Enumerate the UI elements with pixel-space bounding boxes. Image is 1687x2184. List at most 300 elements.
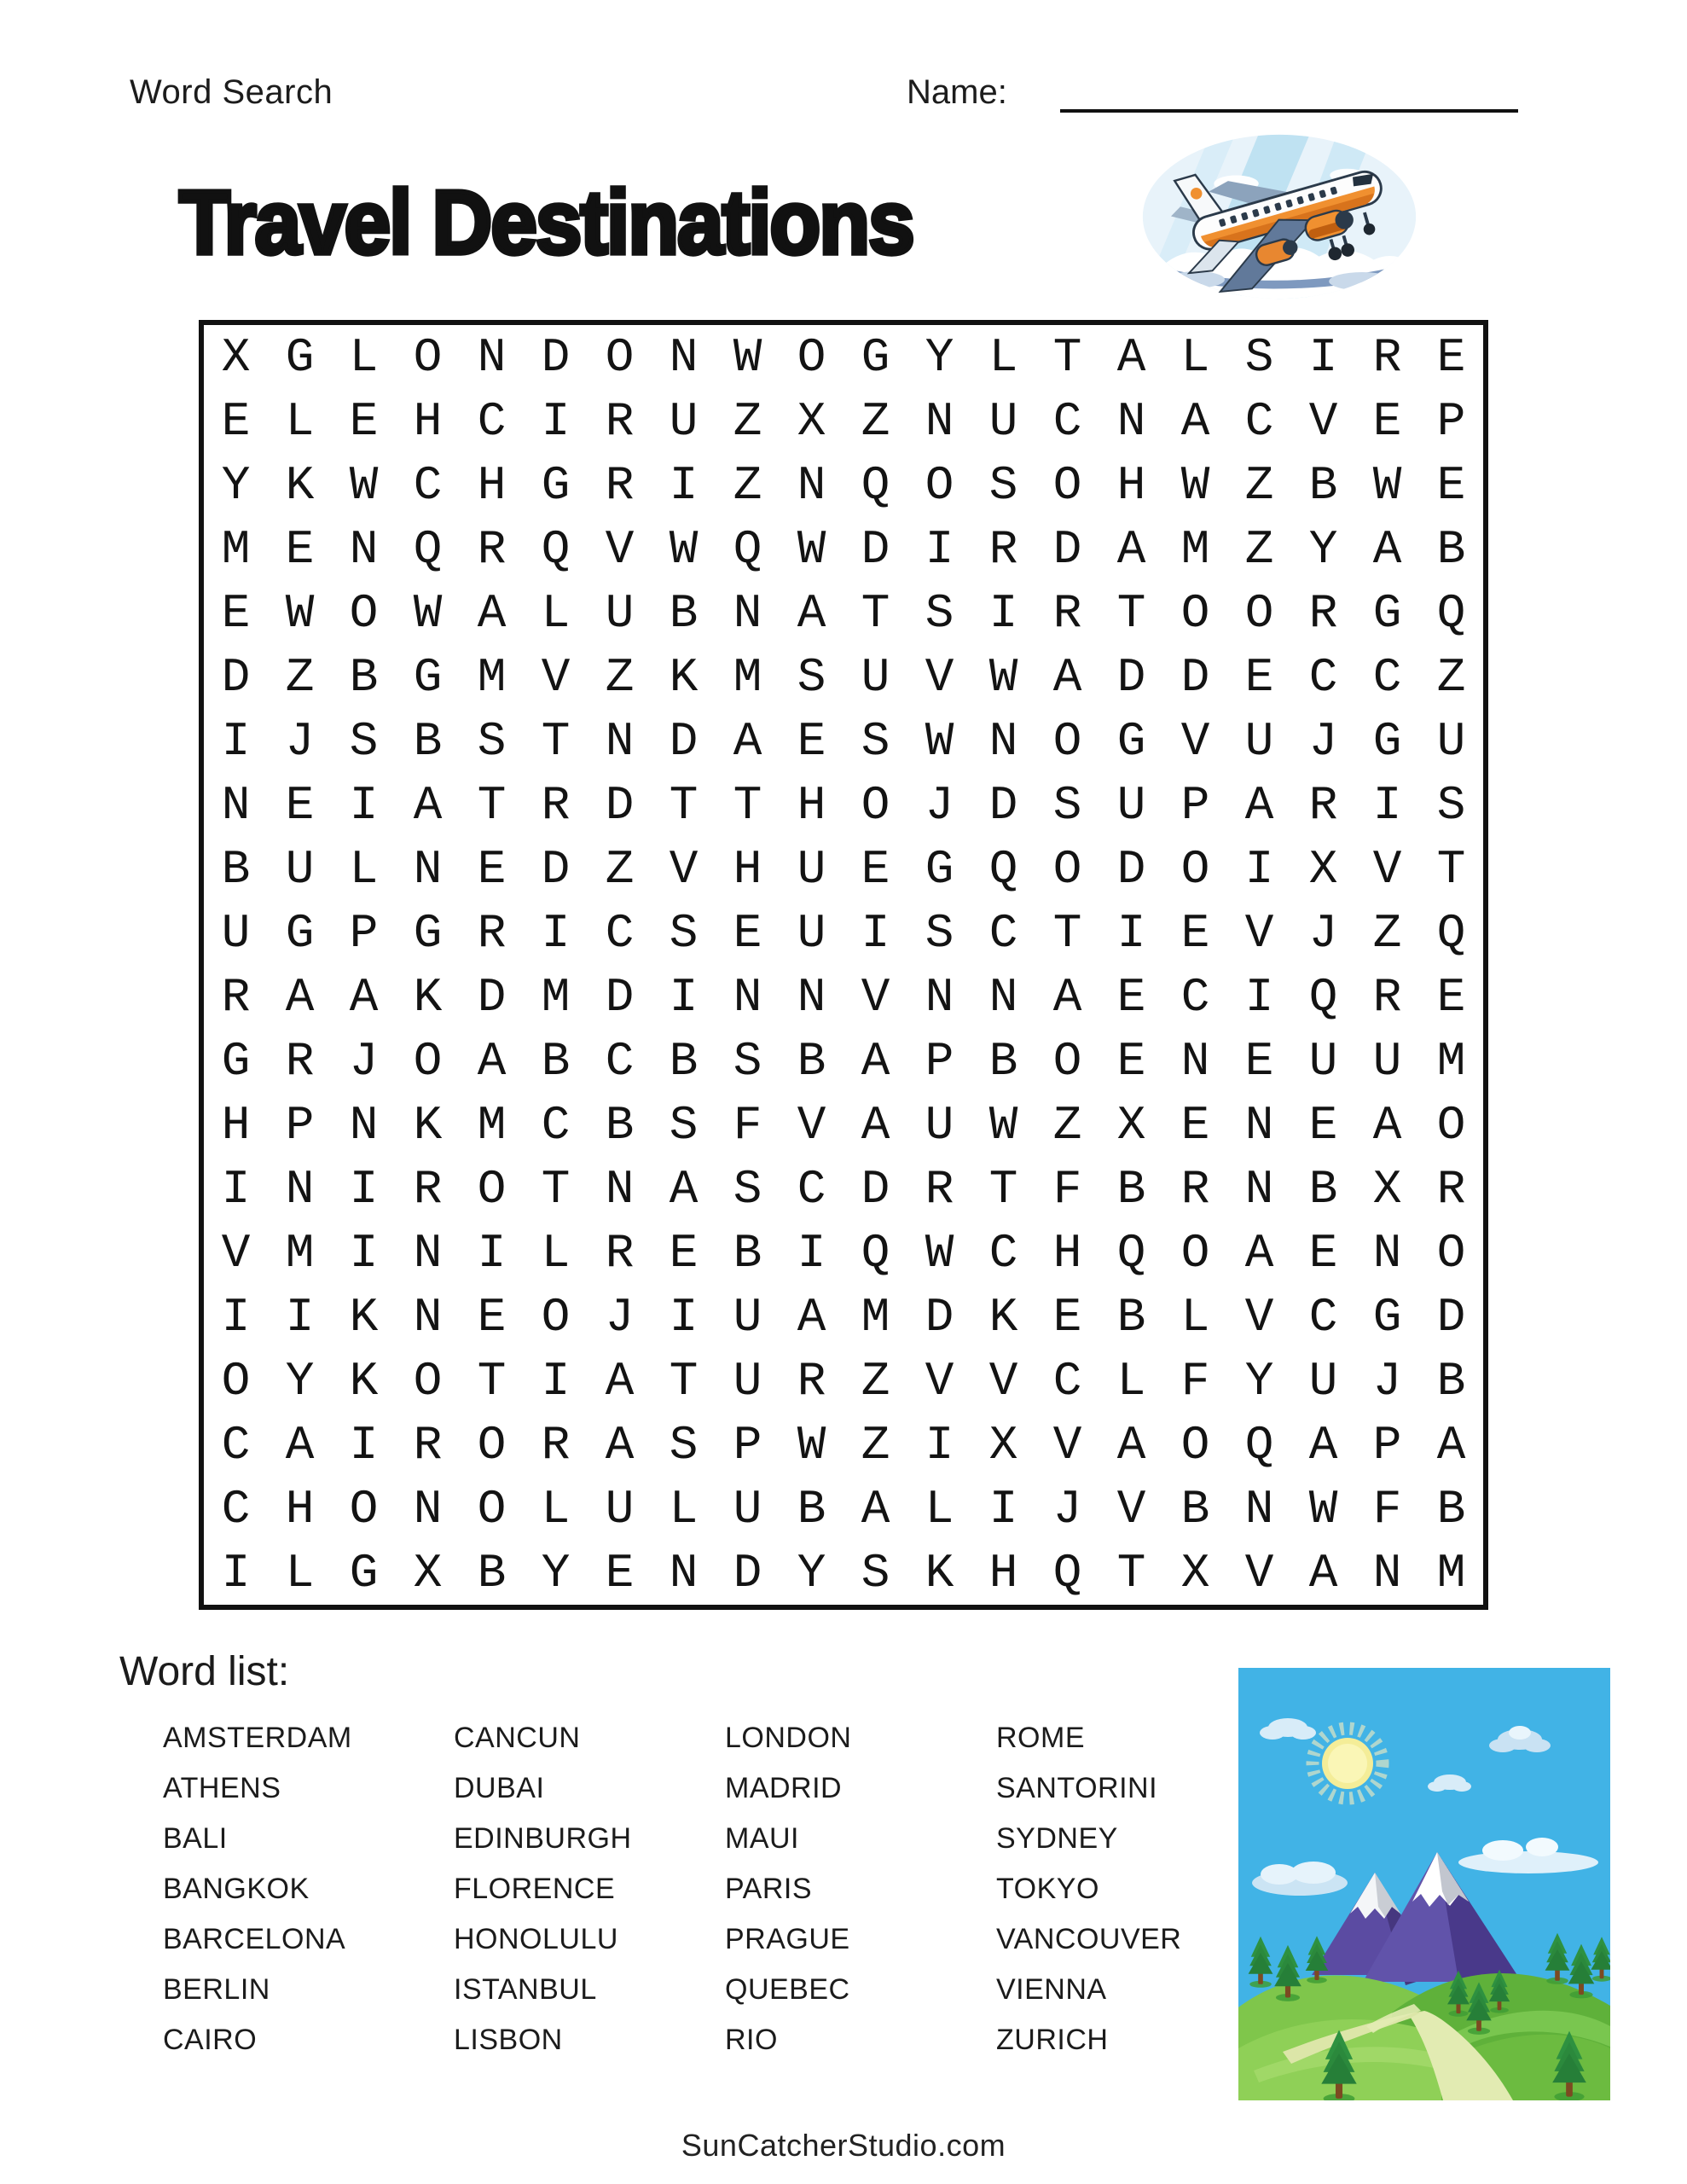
- grid-cell[interactable]: G: [1372, 1289, 1402, 1345]
- grid-cell[interactable]: C: [988, 1225, 1018, 1281]
- grid-cell[interactable]: O: [1244, 585, 1274, 641]
- grid-cell[interactable]: O: [541, 1289, 571, 1345]
- grid-cell[interactable]: I: [988, 585, 1018, 641]
- grid-cell[interactable]: A: [733, 713, 762, 769]
- grid-cell[interactable]: P: [1372, 1417, 1402, 1472]
- grid-cell[interactable]: S: [797, 649, 826, 705]
- grid-cell[interactable]: Y: [1308, 521, 1338, 577]
- grid-cell[interactable]: I: [861, 905, 890, 961]
- grid-cell[interactable]: O: [1052, 457, 1082, 513]
- grid-cell[interactable]: N: [349, 1097, 379, 1153]
- grid-cell[interactable]: A: [797, 1289, 826, 1345]
- grid-cell[interactable]: E: [1308, 1097, 1338, 1153]
- grid-cell[interactable]: C: [477, 393, 507, 449]
- grid-cell[interactable]: I: [1116, 905, 1146, 961]
- grid-cell[interactable]: U: [285, 841, 315, 897]
- grid-cell[interactable]: N: [349, 521, 379, 577]
- grid-cell[interactable]: W: [1308, 1481, 1338, 1536]
- grid-cell[interactable]: T: [1116, 1545, 1146, 1600]
- grid-cell[interactable]: M: [733, 649, 762, 705]
- grid-cell[interactable]: P: [1180, 777, 1210, 833]
- grid-cell[interactable]: U: [925, 1097, 954, 1153]
- grid-cell[interactable]: W: [669, 521, 699, 577]
- grid-cell[interactable]: C: [605, 905, 635, 961]
- grid-cell[interactable]: L: [541, 1225, 571, 1281]
- grid-cell[interactable]: B: [1116, 1161, 1146, 1217]
- grid-cell[interactable]: U: [1308, 1353, 1338, 1409]
- grid-cell[interactable]: E: [285, 777, 315, 833]
- grid-cell[interactable]: Z: [1436, 649, 1466, 705]
- grid-cell[interactable]: J: [285, 713, 315, 769]
- grid-cell[interactable]: O: [349, 585, 379, 641]
- grid-cell[interactable]: D: [1436, 1289, 1466, 1345]
- grid-cell[interactable]: B: [988, 1033, 1018, 1089]
- grid-cell[interactable]: A: [669, 1161, 699, 1217]
- grid-cell[interactable]: Z: [605, 841, 635, 897]
- grid-cell[interactable]: M: [1436, 1033, 1466, 1089]
- grid-cell[interactable]: A: [477, 1033, 507, 1089]
- grid-cell[interactable]: O: [1180, 585, 1210, 641]
- grid-cell[interactable]: Z: [285, 649, 315, 705]
- grid-cell[interactable]: R: [605, 457, 635, 513]
- grid-cell[interactable]: U: [861, 649, 890, 705]
- grid-cell[interactable]: X: [988, 1417, 1018, 1472]
- grid-cell[interactable]: E: [221, 393, 251, 449]
- grid-cell[interactable]: O: [1436, 1097, 1466, 1153]
- grid-cell[interactable]: M: [285, 1225, 315, 1281]
- grid-cell[interactable]: I: [349, 1417, 379, 1472]
- grid-cell[interactable]: U: [221, 905, 251, 961]
- grid-cell[interactable]: D: [1116, 841, 1146, 897]
- grid-cell[interactable]: V: [797, 1097, 826, 1153]
- grid-cell[interactable]: O: [1436, 1225, 1466, 1281]
- grid-cell[interactable]: G: [1372, 585, 1402, 641]
- grid-cell[interactable]: G: [285, 329, 315, 385]
- grid-cell[interactable]: C: [1308, 649, 1338, 705]
- grid-cell[interactable]: N: [1180, 1033, 1210, 1089]
- grid-cell[interactable]: D: [669, 713, 699, 769]
- grid-cell[interactable]: E: [1052, 1289, 1082, 1345]
- grid-cell[interactable]: U: [733, 1289, 762, 1345]
- grid-cell[interactable]: O: [413, 329, 443, 385]
- grid-cell[interactable]: Q: [1436, 905, 1466, 961]
- grid-cell[interactable]: V: [1052, 1417, 1082, 1472]
- grid-cell[interactable]: Q: [1308, 969, 1338, 1025]
- grid-cell[interactable]: B: [1436, 1481, 1466, 1536]
- grid-cell[interactable]: B: [669, 1033, 699, 1089]
- grid-cell[interactable]: E: [1436, 457, 1466, 513]
- grid-cell[interactable]: C: [1308, 1289, 1338, 1345]
- grid-cell[interactable]: L: [541, 585, 571, 641]
- grid-cell[interactable]: I: [669, 969, 699, 1025]
- grid-cell[interactable]: X: [1116, 1097, 1146, 1153]
- grid-cell[interactable]: C: [221, 1417, 251, 1472]
- grid-cell[interactable]: Y: [221, 457, 251, 513]
- grid-cell[interactable]: Z: [733, 393, 762, 449]
- grid-cell[interactable]: K: [349, 1289, 379, 1345]
- grid-cell[interactable]: D: [861, 1161, 890, 1217]
- grid-cell[interactable]: M: [1436, 1545, 1466, 1600]
- grid-cell[interactable]: C: [1180, 969, 1210, 1025]
- grid-cell[interactable]: A: [349, 969, 379, 1025]
- grid-cell[interactable]: E: [1116, 1033, 1146, 1089]
- grid-cell[interactable]: R: [988, 521, 1018, 577]
- grid-cell[interactable]: I: [349, 1161, 379, 1217]
- grid-cell[interactable]: N: [797, 969, 826, 1025]
- grid-cell[interactable]: I: [349, 777, 379, 833]
- grid-cell[interactable]: U: [797, 905, 826, 961]
- grid-cell[interactable]: O: [1052, 841, 1082, 897]
- grid-cell[interactable]: E: [1180, 1097, 1210, 1153]
- grid-cell[interactable]: U: [1244, 713, 1274, 769]
- grid-cell[interactable]: A: [605, 1353, 635, 1409]
- grid-cell[interactable]: R: [1436, 1161, 1466, 1217]
- grid-cell[interactable]: I: [285, 1289, 315, 1345]
- grid-cell[interactable]: G: [1372, 713, 1402, 769]
- grid-cell[interactable]: B: [669, 585, 699, 641]
- grid-cell[interactable]: J: [605, 1289, 635, 1345]
- grid-cell[interactable]: I: [669, 457, 699, 513]
- grid-cell[interactable]: O: [861, 777, 890, 833]
- grid-cell[interactable]: G: [349, 1545, 379, 1600]
- grid-cell[interactable]: A: [285, 969, 315, 1025]
- grid-cell[interactable]: N: [1372, 1545, 1402, 1600]
- grid-cell[interactable]: T: [988, 1161, 1018, 1217]
- grid-cell[interactable]: N: [925, 393, 954, 449]
- grid-cell[interactable]: Q: [413, 521, 443, 577]
- grid-cell[interactable]: I: [221, 1545, 251, 1600]
- grid-cell[interactable]: N: [669, 1545, 699, 1600]
- grid-cell[interactable]: R: [605, 393, 635, 449]
- grid-cell[interactable]: T: [1052, 329, 1082, 385]
- grid-cell[interactable]: I: [1372, 777, 1402, 833]
- grid-cell[interactable]: O: [477, 1481, 507, 1536]
- grid-cell[interactable]: E: [861, 841, 890, 897]
- grid-cell[interactable]: D: [1116, 649, 1146, 705]
- grid-cell[interactable]: A: [1180, 393, 1210, 449]
- grid-cell[interactable]: O: [605, 329, 635, 385]
- grid-cell[interactable]: S: [861, 713, 890, 769]
- grid-cell[interactable]: A: [1308, 1545, 1338, 1600]
- grid-cell[interactable]: W: [988, 1097, 1018, 1153]
- grid-cell[interactable]: A: [1372, 1097, 1402, 1153]
- grid-cell[interactable]: N: [733, 969, 762, 1025]
- grid-cell[interactable]: E: [1436, 969, 1466, 1025]
- grid-cell[interactable]: V: [925, 649, 954, 705]
- grid-cell[interactable]: W: [1180, 457, 1210, 513]
- grid-cell[interactable]: U: [605, 1481, 635, 1536]
- grid-cell[interactable]: R: [1372, 329, 1402, 385]
- grid-cell[interactable]: I: [988, 1481, 1018, 1536]
- grid-cell[interactable]: T: [477, 1353, 507, 1409]
- grid-cell[interactable]: D: [988, 777, 1018, 833]
- grid-cell[interactable]: W: [1372, 457, 1402, 513]
- grid-cell[interactable]: Z: [861, 1417, 890, 1472]
- grid-cell[interactable]: D: [541, 329, 571, 385]
- grid-cell[interactable]: I: [221, 713, 251, 769]
- grid-cell[interactable]: L: [1180, 1289, 1210, 1345]
- grid-cell[interactable]: O: [1052, 713, 1082, 769]
- grid-cell[interactable]: R: [477, 905, 507, 961]
- grid-cell[interactable]: P: [1436, 393, 1466, 449]
- grid-cell[interactable]: K: [669, 649, 699, 705]
- grid-cell[interactable]: R: [477, 521, 507, 577]
- grid-cell[interactable]: A: [861, 1481, 890, 1536]
- grid-cell[interactable]: K: [413, 1097, 443, 1153]
- grid-cell[interactable]: Z: [605, 649, 635, 705]
- grid-cell[interactable]: L: [349, 329, 379, 385]
- grid-cell[interactable]: S: [349, 713, 379, 769]
- grid-cell[interactable]: T: [541, 713, 571, 769]
- grid-cell[interactable]: A: [1116, 1417, 1146, 1472]
- grid-cell[interactable]: I: [541, 393, 571, 449]
- grid-cell[interactable]: P: [925, 1033, 954, 1089]
- grid-cell[interactable]: B: [1436, 521, 1466, 577]
- grid-cell[interactable]: W: [988, 649, 1018, 705]
- grid-cell[interactable]: E: [605, 1545, 635, 1600]
- grid-cell[interactable]: H: [285, 1481, 315, 1536]
- grid-cell[interactable]: X: [1308, 841, 1338, 897]
- grid-cell[interactable]: Z: [1244, 521, 1274, 577]
- grid-cell[interactable]: G: [413, 905, 443, 961]
- grid-cell[interactable]: F: [1052, 1161, 1082, 1217]
- grid-cell[interactable]: E: [1244, 649, 1274, 705]
- grid-cell[interactable]: B: [1436, 1353, 1466, 1409]
- grid-cell[interactable]: Z: [861, 393, 890, 449]
- grid-cell[interactable]: A: [1308, 1417, 1338, 1472]
- grid-cell[interactable]: M: [541, 969, 571, 1025]
- grid-cell[interactable]: N: [413, 841, 443, 897]
- grid-cell[interactable]: V: [1244, 905, 1274, 961]
- grid-cell[interactable]: V: [1244, 1545, 1274, 1600]
- grid-cell[interactable]: S: [669, 905, 699, 961]
- grid-cell[interactable]: I: [541, 905, 571, 961]
- grid-cell[interactable]: C: [605, 1033, 635, 1089]
- grid-cell[interactable]: O: [413, 1033, 443, 1089]
- grid-cell[interactable]: U: [733, 1481, 762, 1536]
- grid-cell[interactable]: V: [861, 969, 890, 1025]
- grid-cell[interactable]: X: [413, 1545, 443, 1600]
- grid-cell[interactable]: N: [1244, 1161, 1274, 1217]
- grid-cell[interactable]: V: [1116, 1481, 1146, 1536]
- grid-cell[interactable]: I: [221, 1161, 251, 1217]
- grid-cell[interactable]: V: [1180, 713, 1210, 769]
- grid-cell[interactable]: U: [1116, 777, 1146, 833]
- grid-cell[interactable]: R: [1308, 585, 1338, 641]
- grid-cell[interactable]: A: [413, 777, 443, 833]
- grid-cell[interactable]: N: [413, 1481, 443, 1536]
- grid-cell[interactable]: R: [925, 1161, 954, 1217]
- grid-cell[interactable]: Q: [1052, 1545, 1082, 1600]
- grid-cell[interactable]: K: [988, 1289, 1018, 1345]
- grid-cell[interactable]: Q: [861, 1225, 890, 1281]
- grid-cell[interactable]: D: [1180, 649, 1210, 705]
- grid-cell[interactable]: H: [988, 1545, 1018, 1600]
- grid-cell[interactable]: E: [1180, 905, 1210, 961]
- grid-cell[interactable]: Q: [1116, 1225, 1146, 1281]
- grid-cell[interactable]: A: [1244, 1225, 1274, 1281]
- grid-cell[interactable]: V: [669, 841, 699, 897]
- grid-cell[interactable]: T: [861, 585, 890, 641]
- grid-cell[interactable]: A: [797, 585, 826, 641]
- grid-cell[interactable]: O: [477, 1161, 507, 1217]
- grid-cell[interactable]: H: [477, 457, 507, 513]
- grid-cell[interactable]: L: [1116, 1353, 1146, 1409]
- grid-cell[interactable]: I: [349, 1225, 379, 1281]
- grid-cell[interactable]: O: [413, 1353, 443, 1409]
- grid-cell[interactable]: A: [1116, 329, 1146, 385]
- grid-cell[interactable]: R: [541, 1417, 571, 1472]
- grid-cell[interactable]: S: [1052, 777, 1082, 833]
- grid-cell[interactable]: D: [605, 969, 635, 1025]
- grid-cell[interactable]: O: [925, 457, 954, 513]
- grid-cell[interactable]: W: [797, 1417, 826, 1472]
- grid-cell[interactable]: J: [1308, 713, 1338, 769]
- grid-cell[interactable]: H: [1052, 1225, 1082, 1281]
- grid-cell[interactable]: R: [221, 969, 251, 1025]
- grid-cell[interactable]: E: [285, 521, 315, 577]
- grid-cell[interactable]: D: [1052, 521, 1082, 577]
- grid-cell[interactable]: B: [541, 1033, 571, 1089]
- grid-cell[interactable]: F: [733, 1097, 762, 1153]
- grid-cell[interactable]: E: [221, 585, 251, 641]
- grid-cell[interactable]: K: [413, 969, 443, 1025]
- grid-cell[interactable]: S: [669, 1417, 699, 1472]
- grid-cell[interactable]: H: [1116, 457, 1146, 513]
- grid-cell[interactable]: H: [221, 1097, 251, 1153]
- grid-cell[interactable]: R: [413, 1161, 443, 1217]
- grid-cell[interactable]: Y: [541, 1545, 571, 1600]
- grid-cell[interactable]: P: [349, 905, 379, 961]
- grid-cell[interactable]: N: [1116, 393, 1146, 449]
- grid-cell[interactable]: A: [605, 1417, 635, 1472]
- grid-cell[interactable]: B: [1308, 1161, 1338, 1217]
- grid-cell[interactable]: V: [1308, 393, 1338, 449]
- grid-cell[interactable]: N: [1372, 1225, 1402, 1281]
- grid-cell[interactable]: O: [797, 329, 826, 385]
- grid-cell[interactable]: I: [477, 1225, 507, 1281]
- grid-cell[interactable]: I: [1244, 969, 1274, 1025]
- grid-cell[interactable]: L: [925, 1481, 954, 1536]
- grid-cell[interactable]: J: [1308, 905, 1338, 961]
- grid-cell[interactable]: O: [1180, 841, 1210, 897]
- grid-cell[interactable]: I: [925, 1417, 954, 1472]
- grid-cell[interactable]: U: [669, 393, 699, 449]
- grid-cell[interactable]: V: [988, 1353, 1018, 1409]
- grid-cell[interactable]: B: [797, 1033, 826, 1089]
- grid-cell[interactable]: A: [1244, 777, 1274, 833]
- grid-cell[interactable]: D: [221, 649, 251, 705]
- grid-cell[interactable]: O: [1180, 1417, 1210, 1472]
- grid-cell[interactable]: Y: [925, 329, 954, 385]
- grid-cell[interactable]: B: [413, 713, 443, 769]
- grid-cell[interactable]: C: [541, 1097, 571, 1153]
- grid-cell[interactable]: E: [669, 1225, 699, 1281]
- grid-cell[interactable]: E: [477, 841, 507, 897]
- grid-cell[interactable]: W: [925, 1225, 954, 1281]
- grid-cell[interactable]: M: [1180, 521, 1210, 577]
- grid-cell[interactable]: T: [541, 1161, 571, 1217]
- grid-cell[interactable]: W: [285, 585, 315, 641]
- grid-cell[interactable]: M: [861, 1289, 890, 1345]
- grid-cell[interactable]: I: [925, 521, 954, 577]
- grid-cell[interactable]: N: [669, 329, 699, 385]
- grid-cell[interactable]: T: [733, 777, 762, 833]
- grid-cell[interactable]: B: [1308, 457, 1338, 513]
- grid-cell[interactable]: U: [988, 393, 1018, 449]
- grid-cell[interactable]: U: [1308, 1033, 1338, 1089]
- grid-cell[interactable]: J: [1372, 1353, 1402, 1409]
- grid-cell[interactable]: E: [797, 713, 826, 769]
- grid-cell[interactable]: M: [477, 1097, 507, 1153]
- grid-cell[interactable]: Q: [733, 521, 762, 577]
- grid-cell[interactable]: X: [221, 329, 251, 385]
- grid-cell[interactable]: N: [988, 969, 1018, 1025]
- grid-cell[interactable]: Q: [988, 841, 1018, 897]
- grid-cell[interactable]: I: [669, 1289, 699, 1345]
- grid-cell[interactable]: V: [925, 1353, 954, 1409]
- grid-cell[interactable]: G: [285, 905, 315, 961]
- grid-cell[interactable]: Q: [1436, 585, 1466, 641]
- grid-cell[interactable]: O: [221, 1353, 251, 1409]
- grid-cell[interactable]: P: [285, 1097, 315, 1153]
- grid-cell[interactable]: L: [285, 393, 315, 449]
- grid-cell[interactable]: Z: [1052, 1097, 1082, 1153]
- grid-cell[interactable]: V: [541, 649, 571, 705]
- grid-cell[interactable]: N: [477, 329, 507, 385]
- grid-cell[interactable]: G: [541, 457, 571, 513]
- grid-cell[interactable]: R: [605, 1225, 635, 1281]
- grid-cell[interactable]: A: [1116, 521, 1146, 577]
- grid-cell[interactable]: S: [925, 905, 954, 961]
- grid-cell[interactable]: B: [733, 1225, 762, 1281]
- grid-cell[interactable]: E: [477, 1289, 507, 1345]
- grid-cell[interactable]: A: [861, 1097, 890, 1153]
- grid-cell[interactable]: E: [1308, 1225, 1338, 1281]
- grid-cell[interactable]: E: [1244, 1033, 1274, 1089]
- grid-cell[interactable]: N: [413, 1225, 443, 1281]
- grid-cell[interactable]: K: [285, 457, 315, 513]
- grid-cell[interactable]: W: [797, 521, 826, 577]
- grid-cell[interactable]: F: [1180, 1353, 1210, 1409]
- grid-cell[interactable]: K: [349, 1353, 379, 1409]
- grid-cell[interactable]: G: [221, 1033, 251, 1089]
- grid-cell[interactable]: X: [1180, 1545, 1210, 1600]
- grid-cell[interactable]: D: [541, 841, 571, 897]
- grid-cell[interactable]: D: [605, 777, 635, 833]
- grid-cell[interactable]: R: [285, 1033, 315, 1089]
- grid-cell[interactable]: N: [605, 1161, 635, 1217]
- grid-cell[interactable]: U: [605, 585, 635, 641]
- grid-cell[interactable]: V: [221, 1225, 251, 1281]
- grid-cell[interactable]: A: [1372, 521, 1402, 577]
- grid-cell[interactable]: I: [1244, 841, 1274, 897]
- grid-cell[interactable]: F: [1372, 1481, 1402, 1536]
- grid-cell[interactable]: Y: [1244, 1353, 1274, 1409]
- grid-cell[interactable]: W: [733, 329, 762, 385]
- grid-cell[interactable]: R: [413, 1417, 443, 1472]
- grid-cell[interactable]: T: [1116, 585, 1146, 641]
- grid-cell[interactable]: E: [1436, 329, 1466, 385]
- grid-cell[interactable]: T: [669, 777, 699, 833]
- grid-cell[interactable]: C: [797, 1161, 826, 1217]
- grid-cell[interactable]: L: [349, 841, 379, 897]
- grid-cell[interactable]: E: [349, 393, 379, 449]
- grid-cell[interactable]: S: [988, 457, 1018, 513]
- grid-cell[interactable]: R: [797, 1353, 826, 1409]
- grid-cell[interactable]: S: [1244, 329, 1274, 385]
- grid-cell[interactable]: R: [541, 777, 571, 833]
